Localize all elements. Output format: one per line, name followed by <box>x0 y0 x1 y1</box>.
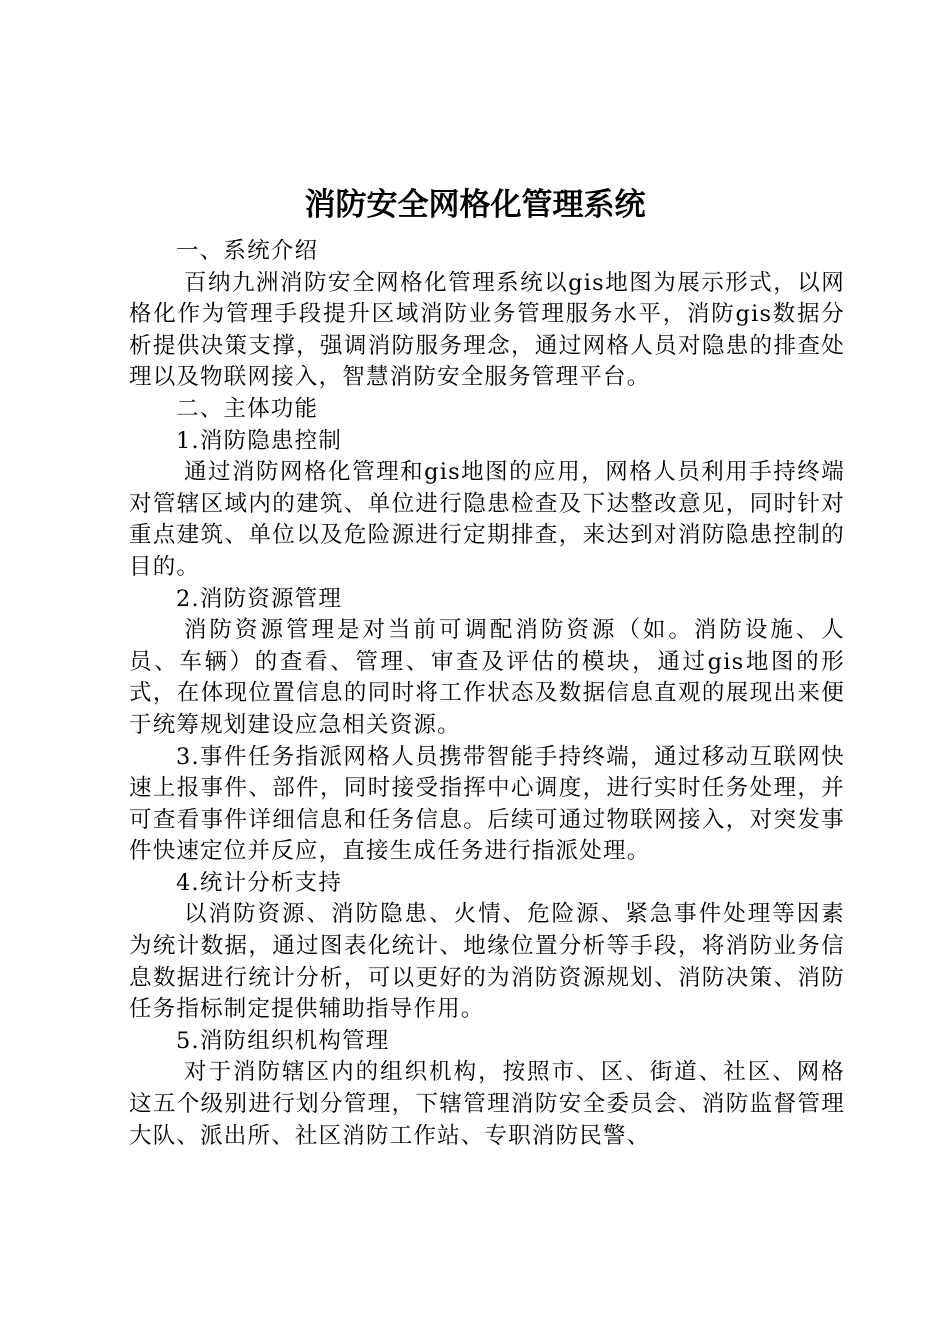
paragraph: 百纳九洲消防安全网格化管理系统以gis地图为展示形式，以网格化作为管理手段提升区域消防业务管理服务水平，消防gis数据分析提供决策支撑，强调消防服务理念，通过网格人员对隐患的排查处理以及物联网接入，智慧消防安全服务管理平台。 <box>129 269 845 391</box>
subsection-paragraph: 3.事件任务指派网格人员携带智能手持终端，通过移动互联网快速上报事件、部件，同时接受指挥中心调度，进行实时任务处理，并可查看事件详细信息和任务信息。后续可通过物联网接入，对突发事件快速定位并反应，直接生成任务进行指派处理。 <box>129 743 845 865</box>
document-body <box>129 236 845 1152</box>
subsection-heading: 1.消防隐患控制 <box>176 427 343 454</box>
subsection-heading: 4.统计分析支持 <box>176 869 343 896</box>
document-title: 消防安全网格化管理系统 <box>304 187 646 223</box>
paragraph: 对于消防辖区内的组织机构，按照市、区、街道、社区、网格这五个级别进行划分管理，下辖管理消防安全委员会、消防监督管理大队、派出所、社区消防工作站、专职消防民警、 <box>129 1059 845 1149</box>
paragraph: 消防资源管理是对当前可调配消防资源（如。消防设施、人员、车辆）的查看、管理、审查及评估的模块，通过gis地图的形式，在体现位置信息的同时将工作状态及数据信息直观的展现出来便于统筹规划建设应急相关资源。 <box>129 617 845 738</box>
section-heading: 一、系统介绍 <box>176 238 319 264</box>
subsection-heading: 5.消防组织机构管理 <box>176 1027 390 1054</box>
section-heading: 二、主体功能 <box>176 395 319 422</box>
subsection-heading: 2.消防资源管理 <box>176 585 343 612</box>
paragraph: 通过消防网格化管理和gis地图的应用，网格人员利用手持终端对管辖区域内的建筑、单位进行隐患检查及下达整改意见，同时针对重点建筑、单位以及危险源进行定期排查，来达到对消防隐患控制的目的。 <box>129 459 845 580</box>
paragraph: 以消防资源、消防隐患、火情、危险源、紧急事件处理等因素为统计数据，通过图表化统计、地缘位置分析等手段，将消防业务信息数据进行统计分析，可以更好的为消防资源规划、消防决策、消防任务指标制定提供辅助指导作用。 <box>129 901 845 1023</box>
